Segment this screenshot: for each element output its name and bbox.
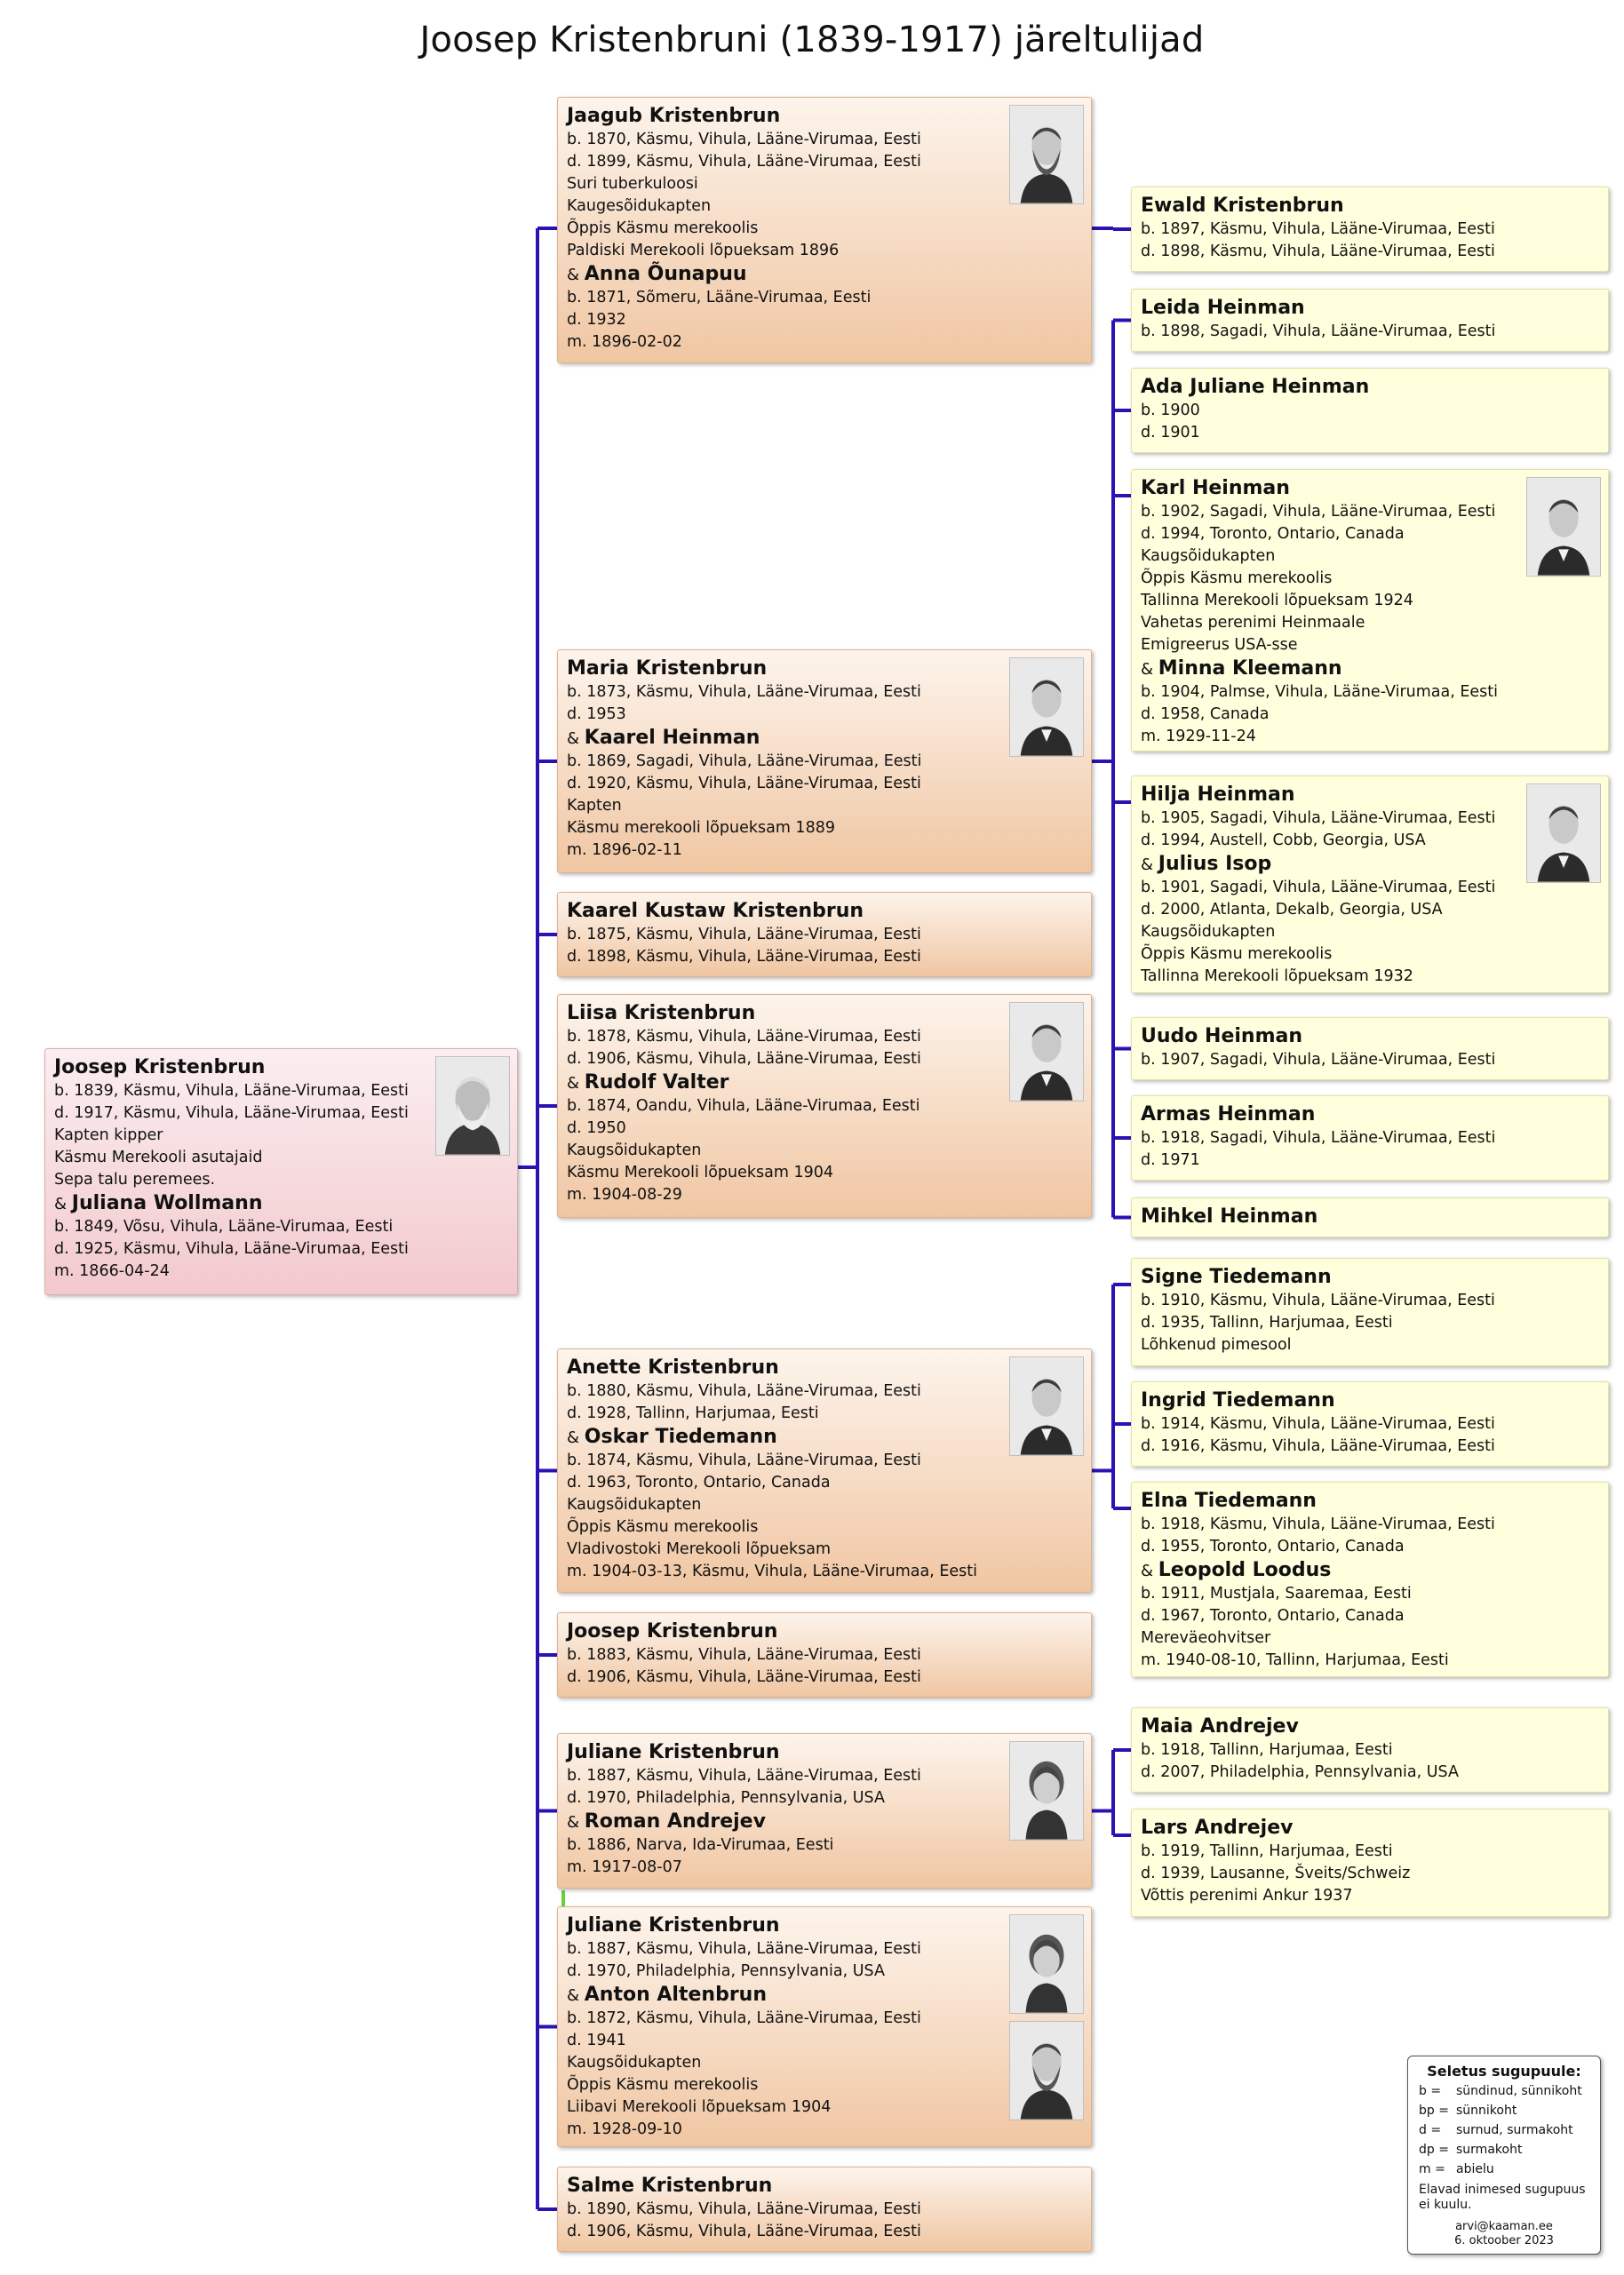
person-detail: Käsmu Merekooli asutajaid [54,1149,263,1166]
legend-value: surmakoht [1456,2143,1523,2157]
person-name[interactable]: Ada Juliane Heinman [1141,376,1370,398]
person-detail: d. 1994, Austell, Cobb, Georgia, USA [1141,831,1426,849]
grandchild-person-box[interactable] [1131,1017,1609,1080]
spouse-name[interactable]: Anton Altenbrun [584,1984,767,2006]
legend-key: d = [1419,2123,1442,2137]
legend-row [1419,2101,1589,2120]
person-name[interactable]: Lars Andrejev [1141,1817,1294,1839]
child-person-box[interactable] [557,892,1092,977]
person-name[interactable]: Kaarel Kustaw Kristenbrun [567,900,864,922]
child-person-box[interactable] [557,649,1092,873]
person-name[interactable]: Juliane Kristenbrun [567,1914,780,1937]
spouse-detail: Käsmu merekooli lõpueksam 1889 [567,819,835,837]
person-detail: Vahetas perenimi Heinmaale [1141,614,1365,632]
spouse-detail: m. 1896-02-02 [567,333,682,351]
person-detail: Tallinna Merekooli lõpueksam 1924 [1141,592,1413,609]
spouse-detail: b. 1886, Narva, Ida-Virumaa, Eesti [567,1836,834,1854]
spouse-name[interactable]: Rudolf Valter [584,1071,729,1094]
ampersand-icon: & [567,266,585,284]
child-person-box[interactable] [557,1733,1092,1889]
child-person-box[interactable] [557,1906,1092,2147]
person-detail: Emigreerus USA-sse [1141,636,1298,654]
ampersand-icon: & [1141,855,1158,874]
spouse-line [567,1070,1083,1095]
man-portrait[interactable] [1526,477,1601,577]
person-detail: d. 1955, Toronto, Ontario, Canada [1141,1538,1405,1555]
grandchild-person-box[interactable] [1131,1809,1609,1917]
spouse-detail: b. 1904, Palmse, Vihula, Lääne-Virumaa, Eesti [1141,683,1499,701]
person-name[interactable]: Leida Heinman [1141,297,1305,319]
grandchild-person-box[interactable] [1131,776,1609,993]
person-detail: d. 1906, Käsmu, Vihula, Lääne-Virumaa, Eesti [567,1050,921,1068]
spouse-detail: Tallinna Merekooli lõpueksam 1932 [1141,967,1413,985]
person-detail: Õppis Käsmu merekoolis [1141,569,1333,587]
person-detail: d. 1901 [1141,424,1200,441]
person-detail: Suri tuberkuloosi [567,175,698,193]
ampersand-icon: & [567,1074,585,1093]
man-portrait[interactable] [1526,784,1601,883]
person-detail: d. 1917, Käsmu, Vihula, Lääne-Virumaa, Eesti [54,1104,409,1122]
spouse-line [567,1983,1083,2008]
legend-date: 6. oktoober 2023 [1454,2234,1554,2247]
person-detail: b. 1918, Käsmu, Vihula, Lääne-Virumaa, Eesti [1141,1515,1495,1533]
ampersand-icon: & [54,1195,72,1213]
person-detail: d. 1970, Philadelphia, Pennsylvania, USA [567,1962,885,1980]
spouse-detail: d. 2000, Atlanta, Dekalb, Georgia, USA [1141,901,1443,919]
person-detail: b. 1897, Käsmu, Vihula, Lääne-Virumaa, Eesti [1141,220,1495,238]
legend-box [1407,2056,1601,2255]
woman-portrait[interactable] [1009,1914,1084,2014]
spouse-detail: b. 1869, Sagadi, Vihula, Lääne-Virumaa, Eesti [567,752,922,770]
person-name[interactable]: Uudo Heinman [1141,1025,1303,1047]
person-detail: d. 1906, Käsmu, Vihula, Lääne-Virumaa, Eesti [567,1668,921,1686]
person-detail: Kaugsõidukapten [1141,547,1276,565]
legend-key: m = [1419,2162,1445,2176]
person-detail: b. 1873, Käsmu, Vihula, Lääne-Virumaa, Eesti [567,683,921,701]
legend-row [1419,2120,1589,2140]
person-detail: d. 1899, Käsmu, Vihula, Lääne-Virumaa, Eesti [567,153,921,171]
spouse-detail: Kaugsõidukapten [567,1141,702,1159]
person-name[interactable]: Ingrid Tiedemann [1141,1389,1335,1412]
legend-key: bp = [1419,2104,1449,2118]
person-detail: b. 1890, Käsmu, Vihula, Lääne-Virumaa, Eesti [567,2200,921,2218]
legend-rows [1419,2081,1589,2179]
grandchild-person-box[interactable] [1131,289,1609,352]
person-detail: b. 1887, Käsmu, Vihula, Lääne-Virumaa, Eesti [567,1940,921,1958]
chart-title: Joosep Kristenbruni (1839-1917) järeltulijad [419,20,1205,60]
child-person-box[interactable] [557,994,1092,1218]
grandchild-person-box[interactable] [1131,469,1609,752]
person-detail: b. 1918, Tallinn, Harjumaa, Eesti [1141,1741,1393,1759]
ampersand-icon: & [567,1986,585,2005]
grandchild-person-box[interactable] [1131,1258,1609,1366]
legend-value: sündinud, sünnikoht [1456,2084,1582,2098]
spouse-detail: d. 1920, Käsmu, Vihula, Lääne-Virumaa, Eesti [567,775,921,792]
spouse-line [54,1191,509,1216]
person-name[interactable]: Joosep Kristenbrun [567,1620,778,1643]
spouse-detail: b. 1849, Võsu, Vihula, Lääne-Virumaa, Eesti [54,1218,394,1236]
man-portrait[interactable] [1009,1002,1084,1102]
spouse-name[interactable]: Juliana Wollmann [71,1192,263,1214]
person-detail: d. 2007, Philadelphia, Pennsylvania, USA [1141,1763,1459,1781]
person-name[interactable]: Juliane Kristenbrun [567,1741,780,1763]
person-detail: Lõhkenud pimesool [1141,1336,1292,1354]
ampersand-icon: & [1141,1562,1158,1580]
man-portrait[interactable] [1009,1356,1084,1456]
bearded-man-portrait[interactable] [1009,2021,1084,2120]
grandchild-person-box[interactable] [1131,1482,1609,1677]
grandchild-person-box[interactable] [1131,1197,1609,1237]
spouse-detail: Kaugsõidukapten [567,2054,702,2072]
person-name[interactable]: Maria Kristenbrun [567,657,768,680]
person-name[interactable]: Signe Tiedemann [1141,1266,1332,1288]
legend-value: surnud, surmakoht [1456,2123,1573,2137]
spouse-name[interactable]: Anna Õunapuu [584,263,747,285]
legend-key: b = [1419,2084,1442,2098]
person-detail: d. 1928, Tallinn, Harjumaa, Eesti [567,1404,819,1422]
child-person-box[interactable] [557,1612,1092,1698]
grandchild-person-box[interactable] [1131,368,1609,453]
child-person-box[interactable] [557,1348,1092,1593]
spouse-line [567,1810,1083,1834]
spouse-detail: d. 1967, Toronto, Ontario, Canada [1141,1607,1405,1625]
person-detail: d. 1994, Toronto, Ontario, Canada [1141,525,1405,543]
person-detail: d. 1971 [1141,1151,1200,1169]
person-detail: b. 1910, Käsmu, Vihula, Lääne-Virumaa, Eesti [1141,1292,1495,1309]
spouse-detail: m. 1929-11-24 [1141,728,1256,745]
legend-row [1419,2081,1589,2101]
spouse-line [1141,656,1600,681]
legend-key: dp = [1419,2143,1449,2157]
person-detail: d. 1970, Philadelphia, Pennsylvania, USA [567,1789,885,1807]
bearded-man-portrait[interactable] [1009,105,1084,204]
grandchild-person-box[interactable] [1131,1095,1609,1181]
spouse-detail: m. 1896-02-11 [567,841,682,859]
spouse-detail: d. 1958, Canada [1141,705,1270,723]
spouse-detail: d. 1941 [567,2032,626,2049]
person-detail: b. 1883, Käsmu, Vihula, Lääne-Virumaa, Eesti [567,1646,921,1664]
spouse-detail: b. 1911, Mustjala, Saaremaa, Eesti [1141,1585,1412,1603]
elderly-man-portrait[interactable] [435,1056,510,1156]
person-name[interactable]: Jaagub Kristenbrun [567,105,781,127]
legend-row [1419,2160,1589,2179]
spouse-detail: Õppis Käsmu merekoolis [1141,945,1333,963]
spouse-detail: Kaugsõidukapten [1141,923,1276,941]
person-name[interactable]: Salme Kristenbrun [567,2175,773,2197]
person-name[interactable]: Liisa Kristenbrun [567,1002,756,1024]
person-name[interactable]: Armas Heinman [1141,1103,1316,1126]
spouse-detail: d. 1932 [567,311,626,329]
child-person-box[interactable] [557,2167,1092,2252]
spouse-name[interactable]: Minna Kleemann [1158,657,1342,680]
person-detail: b. 1905, Sagadi, Vihula, Lääne-Virumaa, Eesti [1141,809,1496,827]
grandchild-person-box[interactable] [1131,1707,1609,1793]
child-person-box[interactable] [557,97,1092,363]
grandchild-person-box[interactable] [1131,187,1609,272]
ampersand-icon: & [567,1813,585,1832]
spouse-detail: b. 1901, Sagadi, Vihula, Lääne-Virumaa, Eesti [1141,879,1496,896]
person-detail: b. 1900 [1141,402,1200,419]
person-detail: Kapten kipper [54,1126,163,1144]
person-detail: b. 1914, Käsmu, Vihula, Lääne-Virumaa, Eesti [1141,1415,1495,1433]
spouse-name[interactable]: Kaarel Heinman [584,727,760,749]
ampersand-icon: & [1141,660,1158,679]
spouse-detail: Kaugsõidukapten [567,1496,702,1514]
person-detail: b. 1919, Tallinn, Harjumaa, Eesti [1141,1842,1393,1860]
legend-email[interactable]: arvi@kaaman.ee [1455,2220,1553,2233]
person-detail: Võttis perenimi Ankur 1937 [1141,1887,1353,1905]
spouse-detail: m. 1917-08-07 [567,1858,682,1876]
woman-portrait[interactable] [1009,1741,1084,1841]
spouse-line [567,726,1083,751]
person-detail: b. 1918, Sagadi, Vihula, Lääne-Virumaa, Eesti [1141,1129,1496,1147]
ampersand-icon: & [567,1428,585,1447]
person-detail: d. 1898, Käsmu, Vihula, Lääne-Virumaa, Eesti [567,948,921,966]
root-person-box[interactable] [44,1048,518,1295]
legend-title: Seletus sugupuule: [1427,2063,1581,2080]
person-detail: Paldiski Merekooli lõpueksam 1896 [567,242,840,259]
person-detail: d. 1906, Käsmu, Vihula, Lääne-Virumaa, Eesti [567,2223,921,2240]
spouse-detail: d. 1963, Toronto, Ontario, Canada [567,1474,831,1491]
person-detail: b. 1878, Käsmu, Vihula, Lääne-Virumaa, Eesti [567,1028,921,1046]
person-detail: d. 1935, Tallinn, Harjumaa, Eesti [1141,1314,1393,1332]
spouse-detail: m. 1940-08-10, Tallinn, Harjumaa, Eesti [1141,1651,1449,1669]
person-detail: b. 1880, Käsmu, Vihula, Lääne-Virumaa, Eesti [567,1382,921,1400]
person-name[interactable]: Hilja Heinman [1141,784,1295,806]
person-detail: Sepa talu peremees. [54,1171,216,1189]
spouse-line [567,1425,1083,1450]
spouse-detail: Õppis Käsmu merekoolis [567,2076,759,2094]
person-name[interactable]: Anette Kristenbrun [567,1356,779,1379]
spouse-name[interactable]: Roman Andrejev [584,1810,766,1833]
spouse-detail: Vladivostoki Merekooli lõpueksam [567,1540,832,1558]
spouse-line [1141,1558,1600,1583]
person-detail: d. 1898, Käsmu, Vihula, Lääne-Virumaa, Eesti [1141,243,1495,260]
person-detail: b. 1875, Käsmu, Vihula, Lääne-Virumaa, Eesti [567,926,921,943]
person-name[interactable]: Elna Tiedemann [1141,1490,1317,1512]
ampersand-icon: & [567,729,585,748]
spouse-name[interactable]: Oskar Tiedemann [584,1426,777,1448]
person-detail: d. 1916, Käsmu, Vihula, Lääne-Virumaa, Eesti [1141,1437,1495,1455]
legend-value: abielu [1456,2162,1494,2176]
person-name[interactable]: Joosep Kristenbrun [54,1056,266,1078]
person-detail: Õppis Käsmu merekoolis [567,219,759,237]
person-detail: d. 1939, Lausanne, Šveits/Schweiz [1141,1865,1411,1882]
spouse-detail: m. 1928-09-10 [567,2120,682,2138]
spouse-detail: Mereväeohvitser [1141,1629,1271,1647]
spouse-detail: m. 1904-03-13, Käsmu, Vihula, Lääne-Virumaa, Eesti [567,1563,977,1580]
person-name[interactable]: Maia Andrejev [1141,1715,1299,1738]
spouse-name[interactable]: Leopold Loodus [1158,1559,1332,1581]
grandchild-person-box[interactable] [1131,1381,1609,1467]
spouse-line [567,262,1083,287]
spouse-detail: Õppis Käsmu merekoolis [567,1518,759,1536]
person-detail: Kaugesõidukapten [567,197,712,215]
spouse-detail: d. 1925, Käsmu, Vihula, Lääne-Virumaa, Eesti [54,1240,409,1258]
spouse-detail: d. 1950 [567,1119,626,1137]
person-detail: b. 1902, Sagadi, Vihula, Lääne-Virumaa, Eesti [1141,503,1496,521]
spouse-detail: Kapten [567,797,622,815]
person-detail: b. 1870, Käsmu, Vihula, Lääne-Virumaa, Eesti [567,131,921,148]
spouse-name[interactable]: Julius Isop [1158,853,1272,875]
person-detail: b. 1887, Käsmu, Vihula, Lääne-Virumaa, Eesti [567,1767,921,1785]
spouse-detail: b. 1872, Käsmu, Vihula, Lääne-Virumaa, Eesti [567,2009,921,2027]
person-name[interactable]: Mihkel Heinman [1141,1205,1318,1228]
spouse-detail: m. 1866-04-24 [54,1262,170,1280]
person-name[interactable]: Karl Heinman [1141,477,1290,499]
legend-value: sünnikoht [1456,2104,1517,2118]
person-detail: b. 1898, Sagadi, Vihula, Lääne-Virumaa, Eesti [1141,322,1496,340]
legend-footnote: Elavad inimesed sugupuus ei kuulu. [1419,2183,1586,2212]
person-name[interactable]: Ewald Kristenbrun [1141,195,1344,217]
spouse-detail: Liibavi Merekooli lõpueksam 1904 [567,2098,832,2116]
spouse-detail: b. 1871, Sõmeru, Lääne-Virumaa, Eesti [567,289,872,306]
person-detail: b. 1839, Käsmu, Vihula, Lääne-Virumaa, Eesti [54,1082,409,1100]
spouse-detail: Käsmu Merekooli lõpueksam 1904 [567,1164,834,1181]
spouse-detail: b. 1874, Käsmu, Vihula, Lääne-Virumaa, Eesti [567,1452,921,1469]
person-detail: b. 1907, Sagadi, Vihula, Lääne-Virumaa, Eesti [1141,1051,1496,1069]
man-portrait[interactable] [1009,657,1084,757]
spouse-detail: m. 1904-08-29 [567,1186,682,1204]
spouse-detail: b. 1874, Oandu, Vihula, Lääne-Virumaa, Eesti [567,1097,920,1115]
legend-row [1419,2140,1589,2160]
person-detail: d. 1953 [567,705,626,723]
